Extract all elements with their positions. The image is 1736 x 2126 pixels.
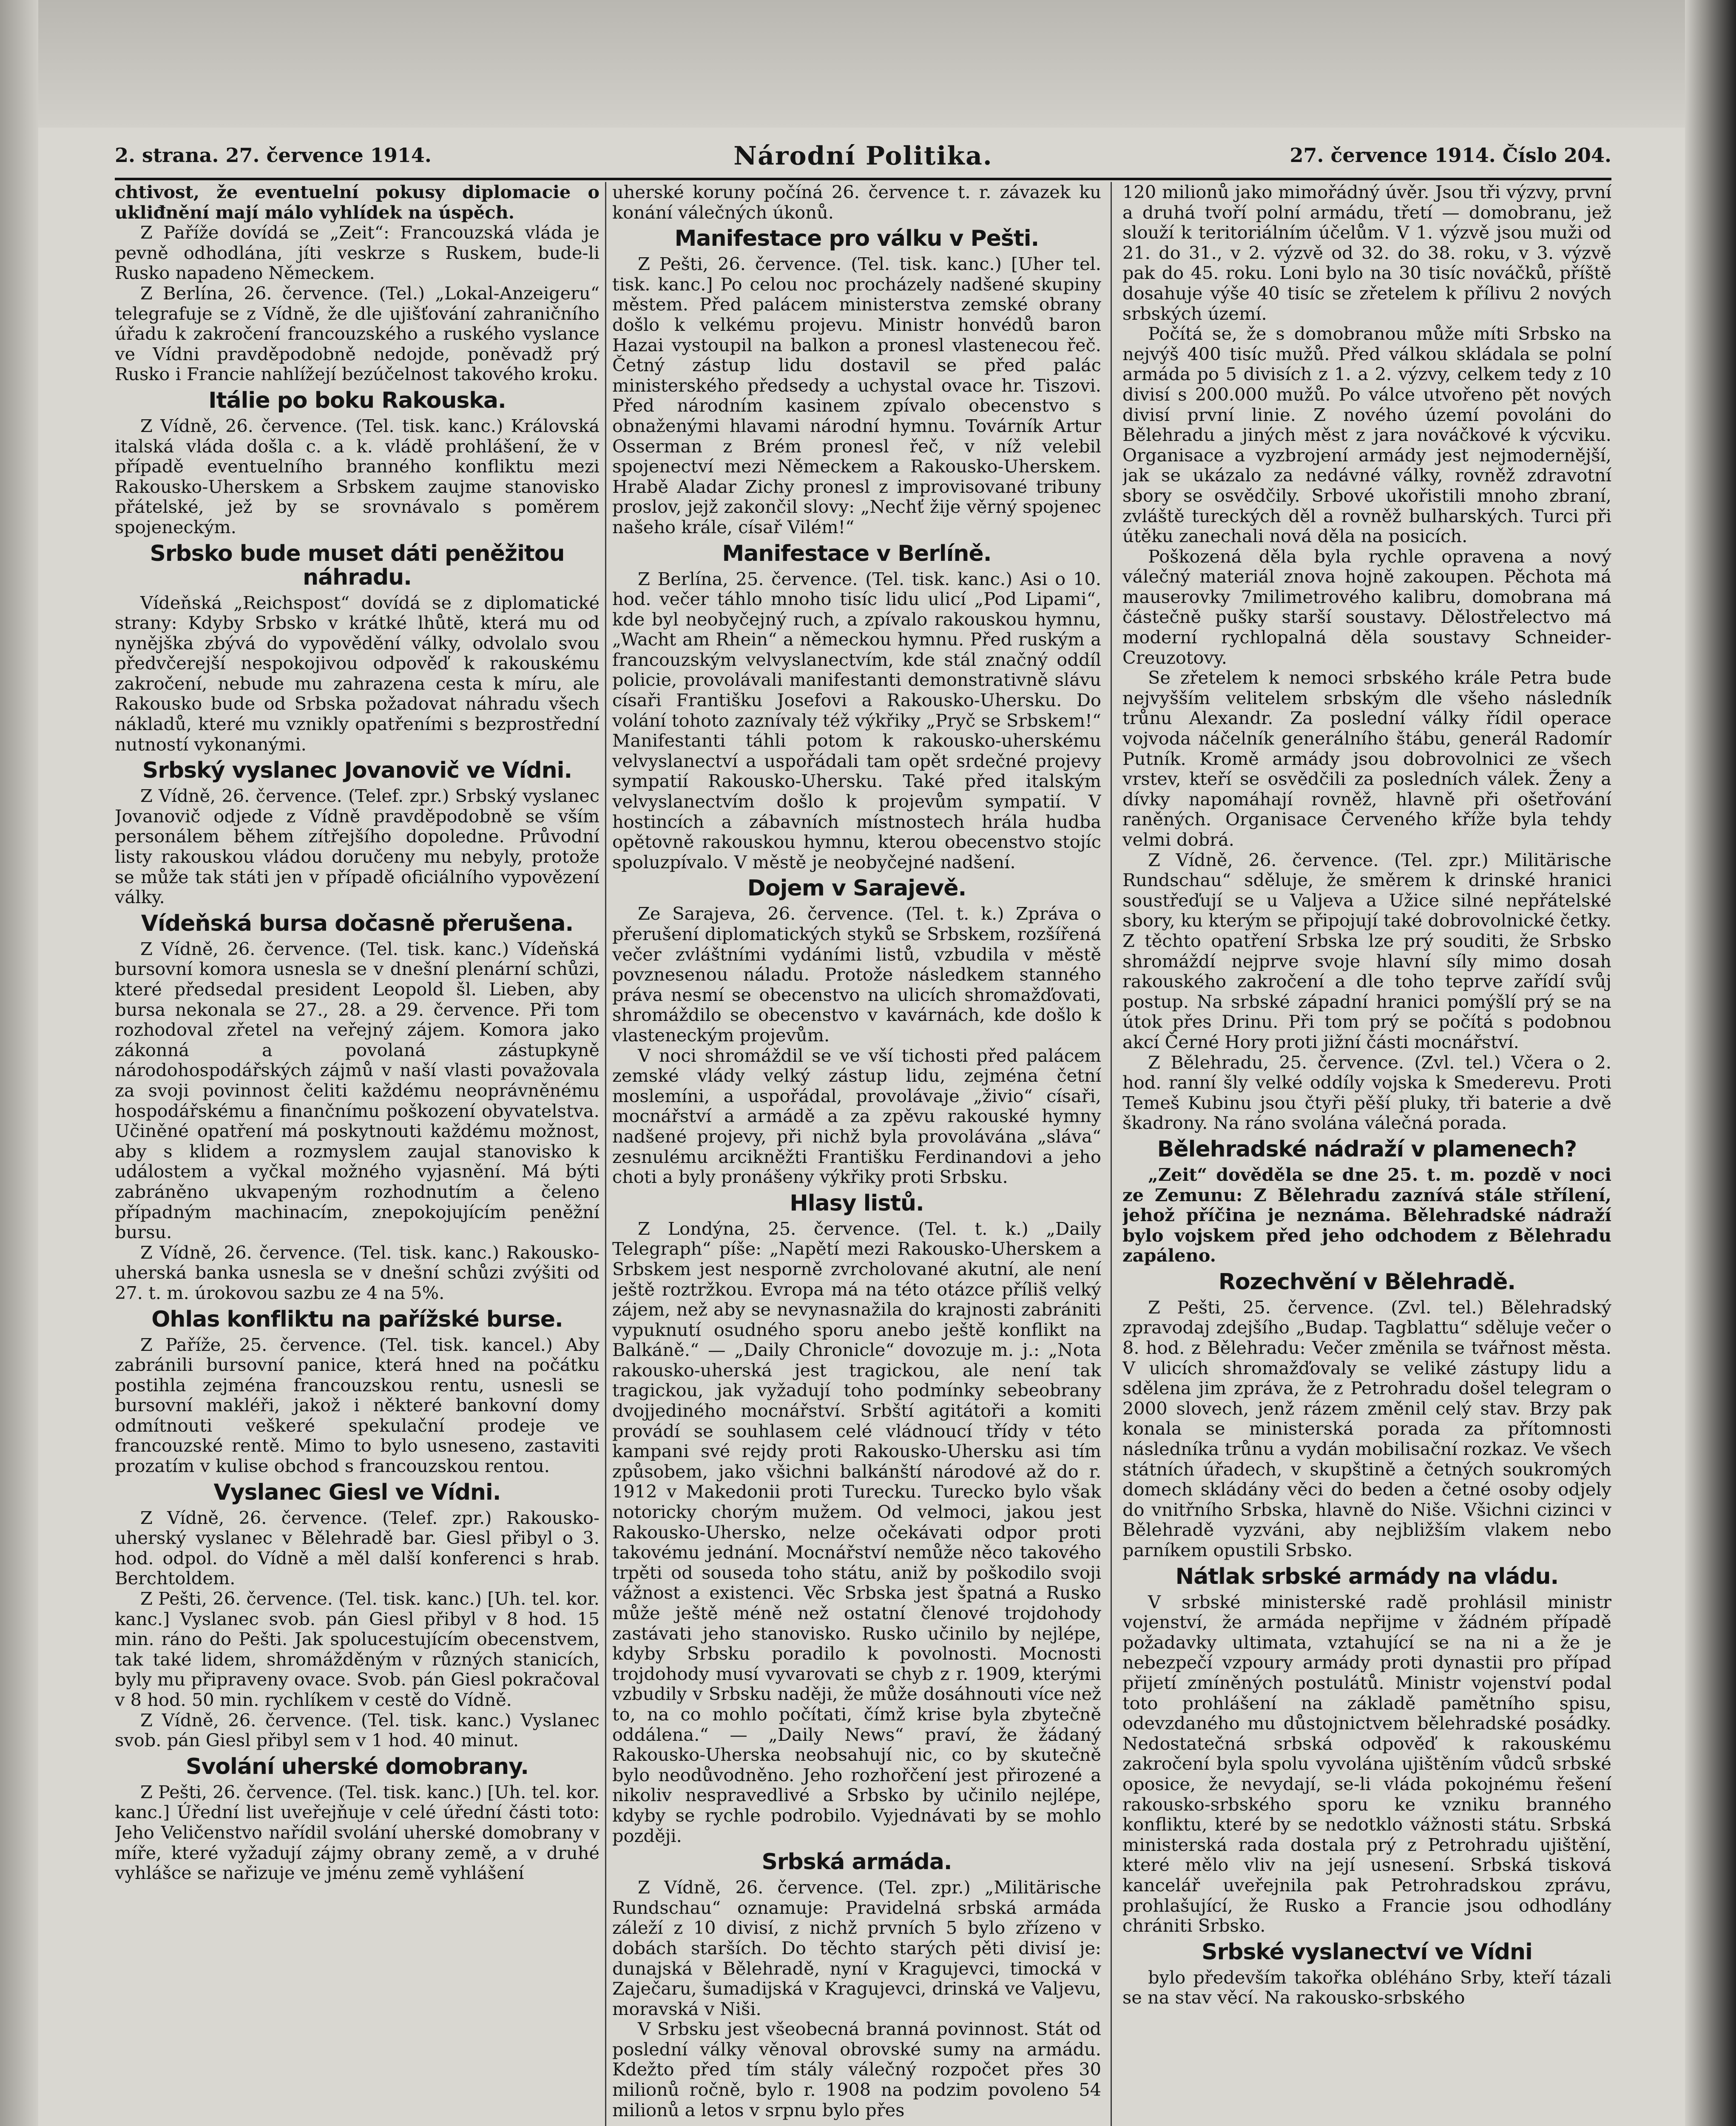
article-headline: Srbský vyslanec Jovanovič ve Vídni.: [142, 758, 572, 784]
article-paragraph: Z Vídně, 26. července. (Tel. zpr.) Militärische Rundschau“ sděluje, že směrem k drinské hranici soustřeďují se u Valjeva a Užice silné nepřátelské sbory, ku kterým se připojují také dobrovolnické četky. Z těchto opatření Srbska lze prý souditi, že Srbsko shromáždí nejprve svoje hlavní síly mimo dosah rakouského zakročení a dle toho teprve zařídí svůj postup. Na srbské západní hranici pomýšlí prý se na útok přes Drinu. Při tom prý se počítá s podobnou akcí Černé Hory proti jižní části mocnářství.: [1122, 849, 1611, 1052]
article-paragraph: Počítá se, že s domobranou může míti Srbsko na nejvýš 400 tisíc mužů. Před válkou skládala se polní armáda po 5 divisích z 1. a 2. výzvy, celkem tedy z 10 divisí s 200.000 mužů. Po válce utvořeno pět nových divisí první linie. Z nového území povoláni do Bělehradu a jiných měst z jara nováčkové k výcviku. Organisace a vyzbrojení armády jest nejmodernější, jak se ukázalo za nedávné války, rovněž zdravotní sbory se osvědčily. Srbové ukořistili mnoho zbraní, zvláště tureckých děl a rovněž bulharských. Turci při útěku zanechali nová děla na posicích.: [1122, 323, 1611, 547]
article-headline: Manifestace pro válku v Pešti.: [674, 226, 1039, 252]
article-headline: Svolání uherské domobrany.: [185, 1754, 529, 1779]
article-paragraph: Z Berlína, 26. července. (Tel.) „Lokal-Anzeigeru“ telegrafuje se z Vídně, že dle ujišťování zahraničního úřadu k zakročení francouzského a ruského vyslance ve Vídni pravděpodobně nedojde, poněvadž prý Rusko i Francie nahlížejí bezúčelnost takového kroku.: [115, 282, 600, 385]
article-paragraph: Z Vídně, 26. července. (Tel. zpr.) „Militärische Rundschau“ oznamuje: Pravidelná srbská armáda záleží z 10 divisí, z nichž prvních 5 bylo zřízeno v dobách starších. Do těchto starých pěti divisí je: dunajská v Bělehradě, nyní v Kragujevci, timocká v Zaječaru, šumadijská v Kragujevci, drinská ve Valjevu, moravská v Niši.: [612, 1877, 1101, 2019]
article-paragraph: Poškozená děla byla rychle opravena a nový válečný materiál znova hojně zakoupen. Pěchota má mauserovky 7milimetrového kalibru, domobrana má částečně pušky starší soustavy. Dělostřelectvo má moderní rychlopalná děla soustavy Schneider-Creuzotovy.: [1122, 546, 1611, 668]
article-headline: Ohlas konfliktu na pařížské burse.: [151, 1306, 563, 1332]
header-rule: [115, 178, 1611, 180]
article-headline: Srbsko bude muset dáti peněžitou náhradu.: [150, 540, 565, 590]
article-paragraph: Z Bělehradu, 25. července. (Zvl. tel.) Včera o 2. hod. ranní šly velké oddíly vojska k Smederevu. Proti Temeš Kubinu jsou čtyři pěší pluky, tři baterie a dvě škadrony. Na ráno svolána válečná porada.: [1122, 1052, 1611, 1134]
article-headline: Vyslanec Giesl ve Vídni.: [213, 1479, 501, 1505]
article-paragraph: 120 milionů jako mimořádný úvěr. Jsou tři výzvy, první a druhá tvoří polní armádu, třetí — domobranu, jež slouží k teritoriálním účelům. V 1. výzvě jsou muži od 21. do 31., v 2. výzvě od 32. do 38. roku, v 3. výzvě pak do 45. roku. Loni bylo na 30 tisíc nováčků, příště dosahuje výše 40 tisíc se zřetelem k přílivu 2 nových srbských území.: [1122, 182, 1611, 324]
article-paragraph: Z Vídně, 26. července. (Tel. tisk. kanc.) Vídeňská bursovní komora usnesla se v dnešní plenární schůzi, které předsedal president Leopold šl. Lieben, aby bursa nekonala se 27., 28. a 29. července. Při tom rozhodoval zřetel na veřejný zájem. Komora jako zákonná a povolaná zástupkyně národohospodářských zájmů v naší vlasti považovala za svoji povinnost čeliti každému neoprávněnému hospodářskému a finančnímu poškození obyvatelstva. Učiněné opatření má poskytnouti každému možnost, aby s klidem a rozmyslem zaujal stanovisko k událostem a vyčkal možného vyjasnění. Má býti zabráněno ukvapeným rozhodnutím a čeleno případným machinacím, znepokojujícím peněžní bursu.: [115, 938, 600, 1243]
article-paragraph: V noci shromáždil se ve vší tichosti před palácem zemské vlády velký zástup lidu, zejména četní moslemíni, a uspořádal, provolávaje „živio“ císaři, mocnářství a armádě a za zpěvu rakouské hymny nadšené projevy, při nichž byla provolávána „sláva“ zesnulému arcikněžti Františku Ferdinandovi a jeho choti a byly pronášeny výkřiky proti Srbsku.: [612, 1045, 1101, 1188]
article-headline: Srbské vyslanectví ve Vídni: [1202, 1939, 1532, 1965]
article-paragraph: Z Pešti, 25. července. (Zvl. tel.) Bělehradský zpravodaj zdejšího „Budap. Tagblattu“ sděluje večer o 8. hod. z Bělehradu: Večer změnila se tvářnost města. V ulicích shromažďovaly se veliké zástupy lidu a sdělena jim zpráva, že z Petrohradu došel telegram o 2000 slovech, jenž rázem změnil celý stav. Brzy pak konala se ministerská porada za přítomnosti následníka trůnu a vydán mobilisační rozkaz. Ve všech státních úřadech, v skupštině a četných soukromých domech skládány věci do beden a četné osoby odjely do vnitřního Srbska, hlavně do Niše. Všichni cizinci v Bělehradě vyzváni, aby nejbližším vlakem nebo parníkem opustili Srbsko.: [1122, 1296, 1611, 1560]
column-divider: [605, 182, 606, 2126]
article-paragraph: Z Vídně, 26. července. (Tel. tisk. kanc.) Vyslanec svob. pán Giesl přibyl sem v 1 hod. 40 minut.: [115, 1709, 600, 1751]
header-date-issue: 27. července 1914. Číslo 204.: [1290, 144, 1611, 167]
article-headline: Dojem v Sarajevě.: [747, 875, 966, 901]
article-headline: Manifestace v Berlíně.: [722, 540, 992, 566]
article-paragraph: chtivost, že eventuelní pokusy diplomacie o ukliđnění mají málo vyhlídek na úspěch.: [115, 182, 600, 223]
article-paragraph: Z Berlína, 25. července. (Tel. tisk. kanc.) Asi o 10. hod. večer táhlo mnoho tisíc lidu ulicí „Pod Lipami“, kde byl neobyčejný ruch, a zpívalo rakouskou hymnu, „Wacht am Rhein“ a německou hymnu. Před ruským a francouzským velvyslanectvím, kde stál značný oddíl policie, provolávali manifestanti demonstrativně slávu císaři Františku Josefovi a Rakousko-Uhersku. Do volání tohoto zaznívaly též výkřiky „Pryč se Srbskem!“ Manifestanti táhli potom k rakousko-uherskému velvyslanectví a uspořádali tam opět srdečné projevy sympatií Rakousko-Uhersku. Také před italským velvyslanectvím došlo k projevům sympatií. V hostincích a zábavních místnostech hrála hudba opětovně rakouskou hymnu, kterou obecenstvo stojíc spoluzpívalo. V městě je neobyčejné nadšení.: [612, 568, 1101, 873]
article-headline: Rozechvění v Bělehradě.: [1218, 1269, 1516, 1295]
article-paragraph: Se zřetelem k nemoci srbského krále Petra bude nejvyšším velitelem srbským dle všeho následník trůnu Alexandr. Za poslední války řídil operace vojvoda náčelník generálního štábu, generál Radomír Putník. Kromě armády jsou dobrovolnici ze všech vrstev, kteří se osvědčili za posledních válek. Ženy a dívky napomáhají rovněž, hlavně při ošetřování raněných. Organisace Červeného kříže byla tehdy velmi dobrá.: [1122, 667, 1611, 850]
column-2: [612, 182, 1101, 2126]
scan-shadow-top: [0, 0, 1736, 128]
article-headline: Bělehradské nádraží v plamenech?: [1157, 1136, 1577, 1162]
article-paragraph: Z Vídně, 26. července. (Telef. zpr.) Srbský vyslanec Jovanovič odjede z Vídně pravděpodobně se vším personálem během zítřejšího dopoledne. Průvodní listy rakouskou vládou doručeny mu nebyly, protože se může tak státi jen v případě oficiálního vypovězení války.: [115, 785, 600, 908]
article-paragraph: Z Londýna, 25. července. (Tel. t. k.) „Daily Telegraph“ píše: „Napětí mezi Rakousko-Uherskem a Srbskem jest nesporně zvrcholované akutní, ale není ještě roztržkou. Evropa má na této otázce příliš velký zájem, než aby se nevynasnažila do krajnosti zabrániti vypuknutí osudného sporu anebo ještě konflikt na Balkáně.“ — „Daily Chronicle“ dovozuje m. j.: „Nota rakousko-uherská jest tragickou, ale není tak tragickou, jak vyžadují toho podmínky sebeobrany dvojjediného mocnářství. Srbští agitátoři a komiti provádí se souhlasem celé vládnoucí třídy v této kampani své rejdy proti Rakousko-Uhersku asi tím způsobem, jako všichni balkánští národové až do r. 1912 v Makedonii proti Turecku. Turecko bylo však notoricky chorým mužem. Od velmoci, jakou jest Rakousko-Uhersko, nelze očekávati odpor proti takovému jednání. Mocnářství nemůže něco takového trpěti od souseda toho státu, aniž by poškodilo svoji vážnost a existenci. Věc Srbska jest špatná a Rusko může ještě méně než ostatní členové trojdohody zastávati jeho stanovisko. Rusko učinilo by nejlépe, kdyby Srbsku poradilo k povolnosti. Mocnosti trojdohody musí vyvarovati se chyb z r. 1909, kterými vzbudily v Srbsku naději, že může dosáhnouti více než to, na co mohlo počítati, čímž krise byla zbytečně oddálena.“ — „Daily News“ praví, že žádaný Rakousko-Uherska neobsahují nic, co by skutečně bylo neodůvodněno. Jeho rozhořčení jest přirozené a nikoliv nespravedlivé a Srbsko by učinilo nejlépe, kdyby se rychle podrobilo. Vyjednávati by se mohlo později.: [612, 1218, 1101, 1846]
article-paragraph: Z Pešti, 26. července. (Tel. tisk. kanc.) [Uh. tel. kor. kanc.] Vyslanec svob. pán Giesl přibyl v 8 hod. 15 min. ráno do Pešti. Jak spolucestujícím obecenstvem, tak také lidem, shromážděným v různých stanicích, byly mu připraveny ovace. Svob. pán Giesl pokračoval v 8 hod. 50 min. rychlíkem v cestě do Vídně.: [115, 1588, 600, 1710]
article-headline: Vídeňská bursa dočasně přerušena.: [141, 910, 574, 936]
scan-shadow-right: [1685, 0, 1736, 2126]
article-paragraph: Z Vídně, 26. července. (Tel. tisk. kanc.) Rakousko-uherská banka usnesla se v dnešní schůzi zvýšiti od 27. t. m. úrokovou sazbu ze 4 na 5%.: [115, 1242, 600, 1303]
article-headline: Itálie po boku Rakouska.: [208, 387, 506, 413]
article-paragraph: Z Paříže dovídá se „Zeit“: Francouzská vláda je pevně odhodlána, jíti veskrze s Ruskem, bude-li Rusko napadeno Německem.: [115, 222, 600, 284]
article-paragraph: uherské koruny počíná 26. července t. r. závazek ku konání válečných úkonů.: [612, 182, 1101, 223]
article-paragraph: Z Pešti, 26. července. (Tel. tisk. kanc.) [Uher tel. tisk. kanc.] Po celou noc procházely nadšené skupiny městem. Před palácem ministerstva zemské obrany došlo k velkému projevu. Ministr honvédů baron Hazai vystoupil na balkon a pronesl vlastenecou řeč. Četný zástup lidu dostavil se před palác ministerského předsedy a uchystal ovace hr. Tiszovi. Před národním kasinem zpívalo obecenstvo s obnaženými hlavami národní hymnu. Továrník Artur Osserman z Brém pronesl řeč, v níž velebil spojenectví mezi Německem a Rakousko-Uherskem. Hrabě Aladar Zichy pronesl z improvisované tribuny proslov, jejž zakončil slovy: „Nechť žije věrný spojenec našeho krále, císař Vilém!“: [612, 253, 1101, 537]
scan-shadow-left: [0, 0, 38, 2126]
article-paragraph: Z Vídně, 26. července. (Tel. tisk. kanc.) Královská italská vláda došla c. a k. vládě prohlášení, že v případě eventuelního branného konfliktu mezi Rakousko-Uherskem a Srbskem zaujme stanovisko přátelské, jež by se srovnávalo s poměrem spojeneckým.: [115, 415, 600, 537]
column-divider: [1111, 182, 1112, 2126]
masthead-title: Národní Politika.: [733, 141, 993, 171]
article-paragraph: Vídeňská „Reichspost“ dovídá se z diplomatické strany: Kdyby Srbsko v krátké lhůtě, která mu od nynějška zbývá do vypovědění války, odvolalo svou předvčerejší nespokojivou odpověď k rakouskému zakročení, nebude mu zahrazena cesta k míru, ale Rakousko bude od Srbska požadovat náhradu všech nákladů, které mu vznikly opatřeními s bezprostřední nutností vykonanými.: [115, 592, 600, 755]
article-paragraph: Z Vídně, 26. července. (Telef. zpr.) Rakousko-uherský vyslanec v Bělehradě bar. Giesl přibyl o 3. hod. odpol. do Vídně a měl další konferenci s hrab. Berchtoldem.: [115, 1507, 600, 1589]
header-page-date: 2. strana. 27. července 1914.: [115, 144, 432, 167]
column-1: [115, 182, 600, 2126]
article-headline: Nátlak srbské armády na vládu.: [1175, 1563, 1559, 1589]
article-paragraph: V Srbsku jest všeobecná branná povinnost. Stát od poslední války věnoval obrovské sumy na armádu. Kdežto před tím stály válečný rozpočet přes 30 milionů ročně, bylo r. 1908 na podzim povoleno 54 milionů a letos v srpnu bylo přes: [612, 2018, 1101, 2120]
column-3: [1122, 182, 1611, 2126]
article-paragraph: Z Pešti, 26. července. (Tel. tisk. kanc.) [Uh. tel. kor. kanc.] Úřední list uveřejňuje v celé úřední části toto: Jeho Veličenstvo nařídil svolání uherské domobrany v míře, které vyžadují zájmy obrany země, a v druhé vyhlášce se nařizuje ve jménu země vyhlášení: [115, 1781, 600, 1884]
article-paragraph: Ze Sarajeva, 26. července. (Tel. t. k.) Zpráva o přerušení diplomatických styků se Srbskem, rozšířená večer zvláštními vydáními listů, vzbudila v městě povznesenou náladu. Protože následkem stanného práva nesmí se obecenstvo na ulicích shromažďovati, shromáždilo se obecenstvo v kavárnách, kde došlo k vlasteneckým projevům.: [612, 903, 1101, 1046]
article-paragraph: bylo především takořka obléháno Srby, kteří tázali se na stav věcí. Na rakousko-srbského: [1122, 1967, 1611, 2008]
article-paragraph: Z Paříže, 25. července. (Tel. tisk. kancel.) Aby zabránili bursovní panice, která hned na počátku postihla zejména francouzskou rentu, usnesli se bursovní makléři, jakož i některé bankovní domy odmítnouti veškeré spekulační prodeje ve francouzské rentě. Mimo to bylo usneseno, zastaviti prozatím v kulise obchod s francouzskou rentou.: [115, 1334, 600, 1477]
article-headline: Srbská armáda.: [761, 1849, 952, 1875]
article-paragraph: „Zeit“ dověděla se dne 25. t. m. pozdě v noci ze Zemunu: Z Bělehradu zaznívá stále střílení, jehož příčina je neznáma. Bělehradské nádraží bylo vojskem před jeho odchodem z Bělehradu zapáleno.: [1122, 1164, 1611, 1266]
article-headline: Hlasy listů.: [790, 1190, 924, 1216]
article-paragraph: V srbské ministerské radě prohlásil ministr vojenství, že armáda nepřijme v žádném případě požadavky ultimata, vztahující se na ni a že je nebezpečí vzpoury armády proti dynastii pro případ přijetí zmíněných postulátů. Ministr vojenství podal toto prohlášení na základě pamětního spisu, odevzdaného mu důstojnictvem bělehradské posádky. Nedostatečná srbská odpověď k rakouskému zakročení byla spolu vyvolána ujištěním vůdců srbské oposice, že nevydají, se-li vláda pokojnému řešení rakousko-srbského sporu ke vzniku branného konfliktu, které by se nedotklo vážnosti státu. Srbská ministerská rada dostala prý z Petrohradu ujištění, které mělo vliv na její usnesení. Srbská tisková kancelář uveřejnila pak Petrohradskou zprávu, prohlašující, že Rusko a Francie jsou odhodlány chrániti Srbsko.: [1122, 1591, 1611, 1936]
page-header: [115, 141, 1611, 173]
